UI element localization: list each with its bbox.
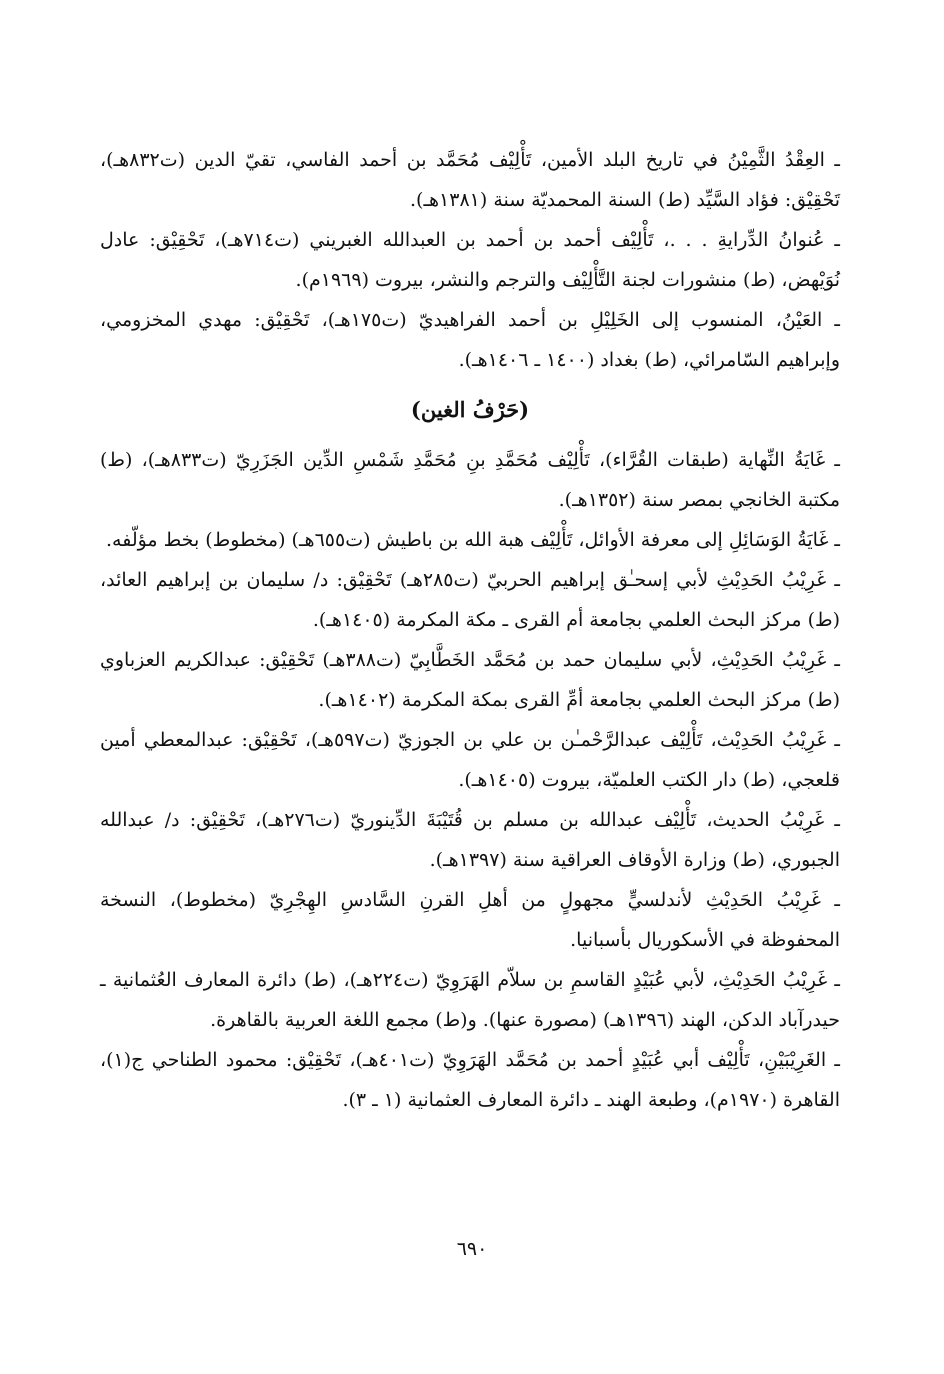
bibliography-entry: ـ غَرِيْبُ الحَدِيْثِ لأبي إسحـٰق إبراهيم الحربيّ (ت٢٨٥هـ) تَحْقِيْق: د/ سليمان بن إبراهيم العائد، (ط) مركز البحث العلمي بجامعة أم القرى ـ مكة المكرمة (١٤٠٥هـ). [100,569,840,631]
bibliography-entry: ـ غَرِيْبُ الحَدِيْث، تَأْلِيْف عبدالرَّحْمـٰن بن علي بن الجوزيّ (ت٥٩٧هـ)، تَحْقِيْق: عبدالمعطي أمين قلعجي، (ط) دار الكتب العلميّة، بيروت (١٤٠٥هـ). [100,729,840,791]
bibliography-entry: ـ غَرِيْبُ الحَدِيْثِ لأندلسيٍّ مجهولٍ من أهلِ القرنِ السَّادسِ الهِجْرِيّ (مخطوط)، النسخة المحفوظة في الأسكوريال بأسبانيا. [100,889,840,951]
bibliography-entry: ـ عُنوانُ الدِّرايةِ . . .، تَأْلِيْف أحمد بن أحمد بن العبدالله الغبريني (ت٧١٤هـ)، تَحْقِيْق: عادل نُوَيْهض، (ط) منشورات لجنة التَّأْلِيْف والترجم والنشر، بيروت (١٩٦٩م). [100,229,840,291]
bibliography-entry: ـ غَايَةُ الوَسَائِلِ إلى معرفة الأوائل، تَأْلِيْف هبة الله بن باطيش (ت٦٥٥هـ) (مخطوط) بخط مؤلّفه. [105,529,840,551]
section-heading: (حَرْفُ الغين) [410,397,530,422]
bibliography-entry: ـ غَرِيْبُ الحَدِيْثِ، لأبي سليمان حمد بن مُحَمَّد الخَطَّابِيّ (ت٣٨٨هـ) تَحْقِيْق: عبدالكريم العزباوي (ط) مركز البحث العلمي بجامعة أمِّ القرى بمكة المكرمة (١٤٠٢هـ). [100,649,840,711]
bibliography-entry: ـ الغَرِيْبَيْنِ، تَأْلِيْف أبي عُبَيْدٍ أحمد بن مُحَمَّد الهَرَوِيّ (ت٤٠١هـ)، تَحْقِيْق: محمود الطناحي ج(١)، القاهرة (١٩٧٠م)، وطبعة الهند ـ دائرة المعارف العثمانية (١ ـ ٣). [100,1049,840,1111]
bibliography-entry: ـ غَايَةُ النِّهاية (طبقات القُرَّاء)، تَأْلِيْف مُحَمَّدِ بنِ مُحَمَّدِ شَمْسِ الدِّين الجَزَرِيّ (ت٨٣٣هـ)، (ط) مكتبة الخانجي بمصر سنة (١٣٥٢هـ). [100,449,840,511]
bibliography-entry: ـ العِقْدُ الثَّمِيْنُ في تاريخ البلد الأمين، تَأْلِيْف مُحَمَّد بن أحمد الفاسي، تقيّ الدين (ت٨٣٢هـ)، تَحْقِيْق: فؤاد السَّيِّد (ط) السنة المحمديّة سنة (١٣٨١هـ). [100,149,840,211]
page-number: ٦٩٠ [456,1238,488,1260]
bibliography-entry: ـ غَرِيْبُ الحَدِيْثِ، لأبي عُبَيْدٍ القاسمِ بن سلاّم الهَرَوِيّ (ت٢٢٤هـ)، (ط) دائرة المعارف العُثمانية ـ حيدرآباد الدكن، الهند (١٣٩٦هـ) (مصورة عنها). و(ط) مجمع اللغة العربية بالقاهرة. [100,969,840,1031]
bibliography-column [100,140,840,1120]
bibliography-entry: ـ العَيْنُ، المنسوب إلى الخَلِيْلِ بن أحمد الفراهيديّ (ت١٧٥هـ)، تَحْقِيْق: مهدي المخزومي، وإبراهيم السّامرائي، (ط) بغداد (١٤٠٠ ـ ١٤٠٦هـ). [100,309,841,371]
bibliography-entry: ـ غَرِيْبُ الحديث، تَأْلِيْف عبدالله بن مسلم بن قُتَيْبَةَ الدِّينوريّ (ت٢٧٦هـ)، تَحْقِيْق: د/ عبدالله الجبوري، (ط) وزارة الأوقاف العراقية سنة (١٣٩٧هـ). [100,809,840,871]
